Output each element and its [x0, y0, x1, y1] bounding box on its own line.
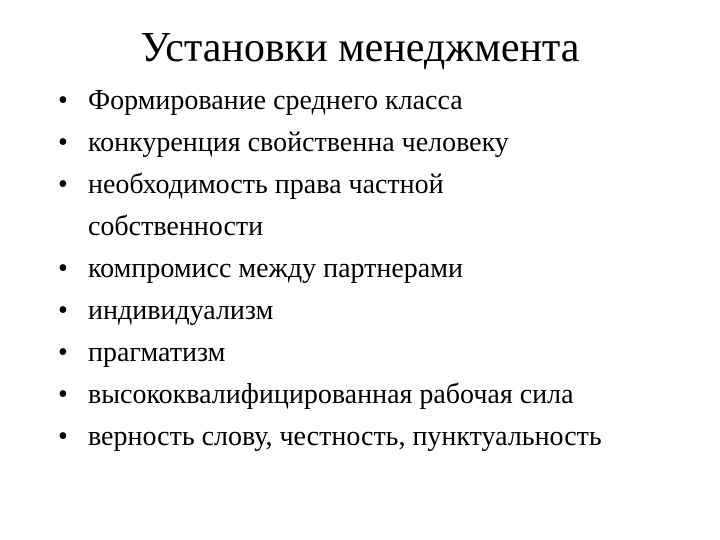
bullet-icon: • — [58, 337, 68, 368]
bullet-item — [58, 122, 698, 164]
bullet-icon: • — [58, 295, 68, 326]
slide-title: Установки менеджмента — [140, 25, 580, 71]
bullet-item — [58, 416, 698, 458]
bullet-icon: • — [58, 379, 68, 410]
bullet-text: высококвалифицированная рабочая сила — [88, 379, 574, 410]
bullet-item — [58, 164, 508, 248]
bullet-item — [58, 374, 698, 416]
bullet-icon: • — [58, 169, 68, 200]
bullet-icon: • — [58, 421, 68, 452]
bullet-list — [58, 80, 698, 458]
bullet-item — [58, 290, 698, 332]
bullet-icon: • — [58, 85, 68, 116]
bullet-text: прагматизм — [88, 337, 226, 368]
bullet-item — [58, 248, 698, 290]
bullet-text: индивидуализм — [88, 295, 274, 326]
bullet-item — [58, 332, 698, 374]
bullet-item — [58, 80, 698, 122]
bullet-text: необходимость права частной собственности — [88, 169, 444, 242]
bullet-icon: • — [58, 253, 68, 284]
bullet-icon: • — [58, 127, 68, 158]
bullet-text: Формирование среднего класса — [88, 85, 463, 116]
bullet-text: конкуренция свойственна человеку — [88, 127, 509, 158]
bullet-text: верность слову, честность, пунктуальность — [88, 421, 602, 452]
bullet-text: компромисс между партнерами — [88, 253, 463, 284]
